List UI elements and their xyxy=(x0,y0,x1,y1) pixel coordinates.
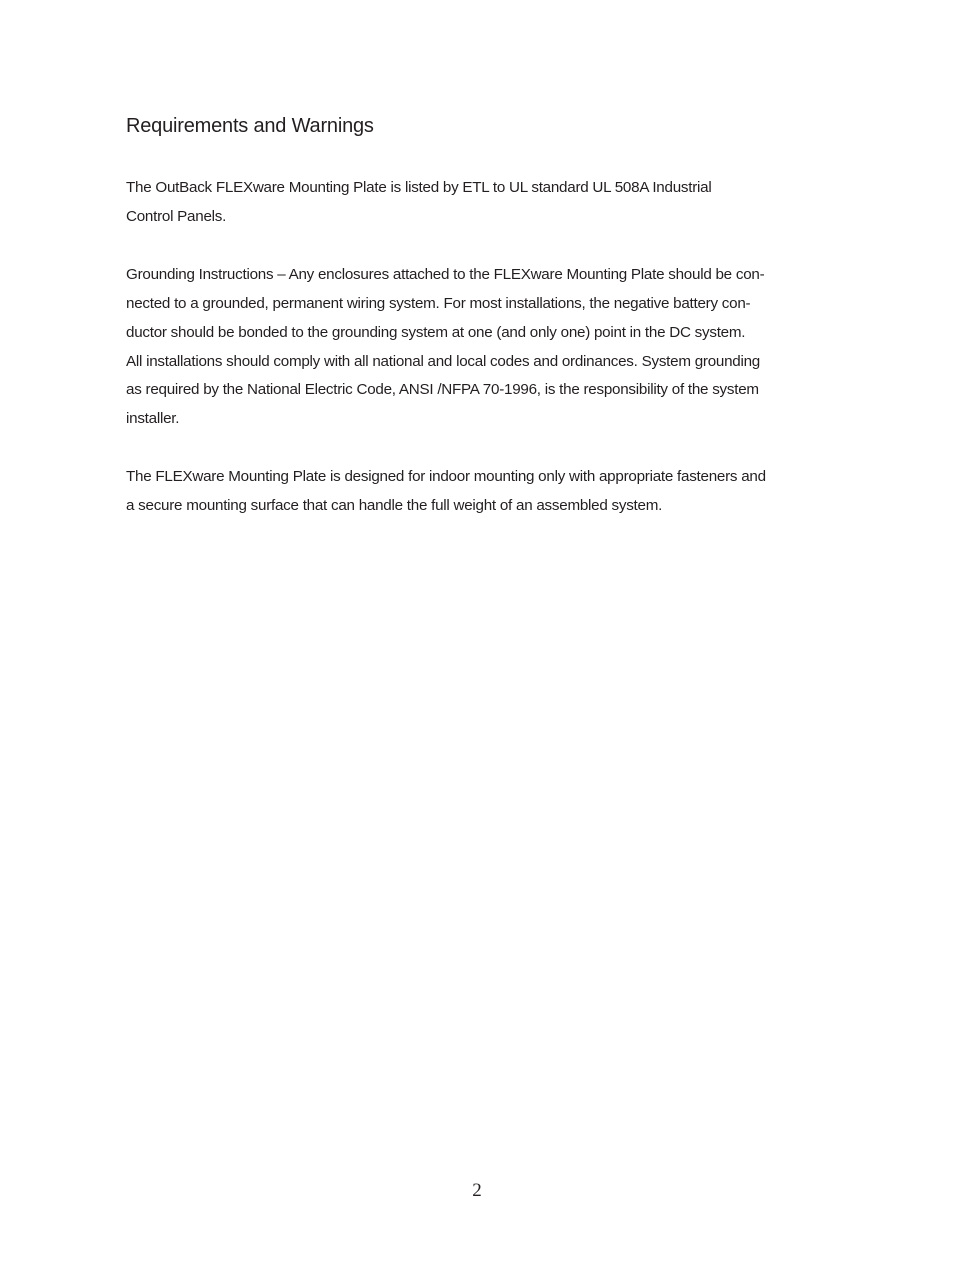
paragraph-listing xyxy=(126,174,826,232)
section-heading: Requirements and Warnings xyxy=(126,115,374,137)
text-line: All installations should comply with all national and local codes and ordinances. System grounding xyxy=(126,352,761,370)
text-line: as required by the National Electric Code, ANSI /NFPA 70-1996, is the responsibility of the system xyxy=(126,381,759,399)
page-content xyxy=(126,112,826,550)
text-line: The OutBack FLEXware Mounting Plate is listed by ETL to UL standard UL 508A Industrial xyxy=(126,179,712,196)
paragraph-mounting xyxy=(126,463,826,521)
text-line: ductor should be bonded to the grounding system at one (and only one) point in the DC system. xyxy=(126,323,746,341)
text-line: nected to a grounded, permanent wiring system. For most installations, the negative battery con- xyxy=(126,294,751,312)
text-line: installer. xyxy=(126,410,180,428)
text-line: The FLEXware Mounting Plate is designed for indoor mounting only with appropriate fasteners and xyxy=(126,468,766,486)
text-line: a secure mounting surface that can handle the full weight of an assembled system. xyxy=(126,497,663,515)
text-line: Grounding Instructions – Any enclosures attached to the FLEXware Mounting Plate should be con- xyxy=(126,265,765,283)
paragraph-grounding xyxy=(126,261,826,434)
text-line: Control Panels. xyxy=(126,207,227,225)
page-number: 2 xyxy=(472,1180,482,1201)
